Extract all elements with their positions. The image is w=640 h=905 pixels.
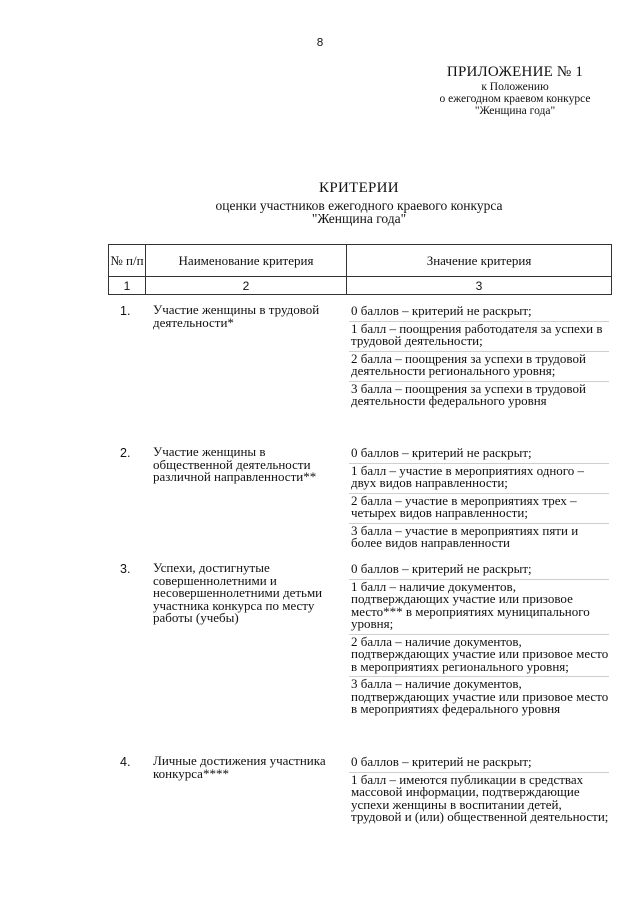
value-item: 1 балл – имеются публикации в средствах массовой информации, подтверждающие успехи женщины в воспитании детей, трудовой и (или) общественной деятельности;: [351, 771, 609, 824]
criterion-values: [349, 304, 609, 411]
criterion-values: [349, 446, 609, 553]
row-number: 3.: [120, 562, 131, 576]
value-item: 0 баллов – критерий не раскрыт;: [349, 755, 609, 773]
page-number: 8: [316, 36, 324, 49]
value-item: 0 баллов – критерий не раскрыт;: [349, 304, 609, 322]
document-title: КРИТЕРИИ: [319, 180, 399, 196]
criterion-name: Участие женщины в общественной деятельности различной направленности**: [153, 444, 317, 484]
value-item: 2 балла – наличие документов, подтверждающих участие или призовое место в мероприятиях регионального уровня;: [349, 635, 609, 678]
header-number: № п/п: [109, 245, 146, 277]
column-number-1: 1: [109, 277, 146, 295]
value-item: 3 балла – участие в мероприятиях пяти и более видов направленности: [351, 522, 579, 550]
criterion-name: Личные достижения участника конкурса****: [153, 753, 326, 781]
value-item: 0 баллов – критерий не раскрыт;: [349, 562, 609, 580]
annex-line-3: "Женщина года": [474, 105, 556, 117]
value-item: 1 балл – поощрения работодателя за успехи в трудовой деятельности;: [349, 322, 609, 352]
annex-block: [410, 63, 620, 117]
value-item: 1 балл – наличие документов, подтверждающих участие или призовое место*** в мероприятиях муниципального уровня;: [349, 580, 609, 635]
header-name: Наименование критерия: [146, 245, 347, 277]
column-number-3: 3: [347, 277, 612, 295]
value-item: 3 балла – наличие документов, подтверждающих участие или призовое место в мероприятиях федерального уровня: [351, 676, 609, 716]
value-item: 3 балла – поощрения за успехи в трудовой деятельности федерального уровня: [351, 380, 586, 408]
row-number: 1.: [120, 304, 131, 318]
value-item: 2 балла – поощрения за успехи в трудовой деятельности регионального уровня;: [349, 352, 609, 382]
criteria-table-header: [108, 244, 612, 295]
row-number: 2.: [120, 446, 131, 460]
header-value: Значение критерия: [347, 245, 612, 277]
annex-title: ПРИЛОЖЕНИЕ № 1: [446, 64, 584, 80]
criterion-values: [349, 562, 609, 719]
annex-line-1: к Положению: [481, 81, 549, 93]
criterion-name: Участие женщины в трудовой деятельности*: [153, 302, 320, 330]
subtitle-line-1: оценки участников ежегодного краевого конкурса: [215, 198, 503, 213]
value-item: 2 балла – участие в мероприятиях трех – четырех видов направленности;: [349, 494, 609, 524]
subtitle-line-2: "Женщина года": [311, 211, 407, 226]
criterion-values: [349, 755, 609, 827]
column-number-2: 2: [146, 277, 347, 295]
value-item: 1 балл – участие в мероприятиях одного – двух видов направленности;: [349, 464, 609, 494]
row-number: 4.: [120, 755, 131, 769]
value-item: 0 баллов – критерий не раскрыт;: [349, 446, 609, 464]
document-subtitle: [0, 199, 640, 225]
criterion-name: Успехи, достигнутые совершеннолетними и несовершеннолетними детьми участника конкурса по месту работы (учебы): [153, 560, 323, 625]
annex-line-2: о ежегодном краевом конкурсе: [439, 93, 591, 105]
